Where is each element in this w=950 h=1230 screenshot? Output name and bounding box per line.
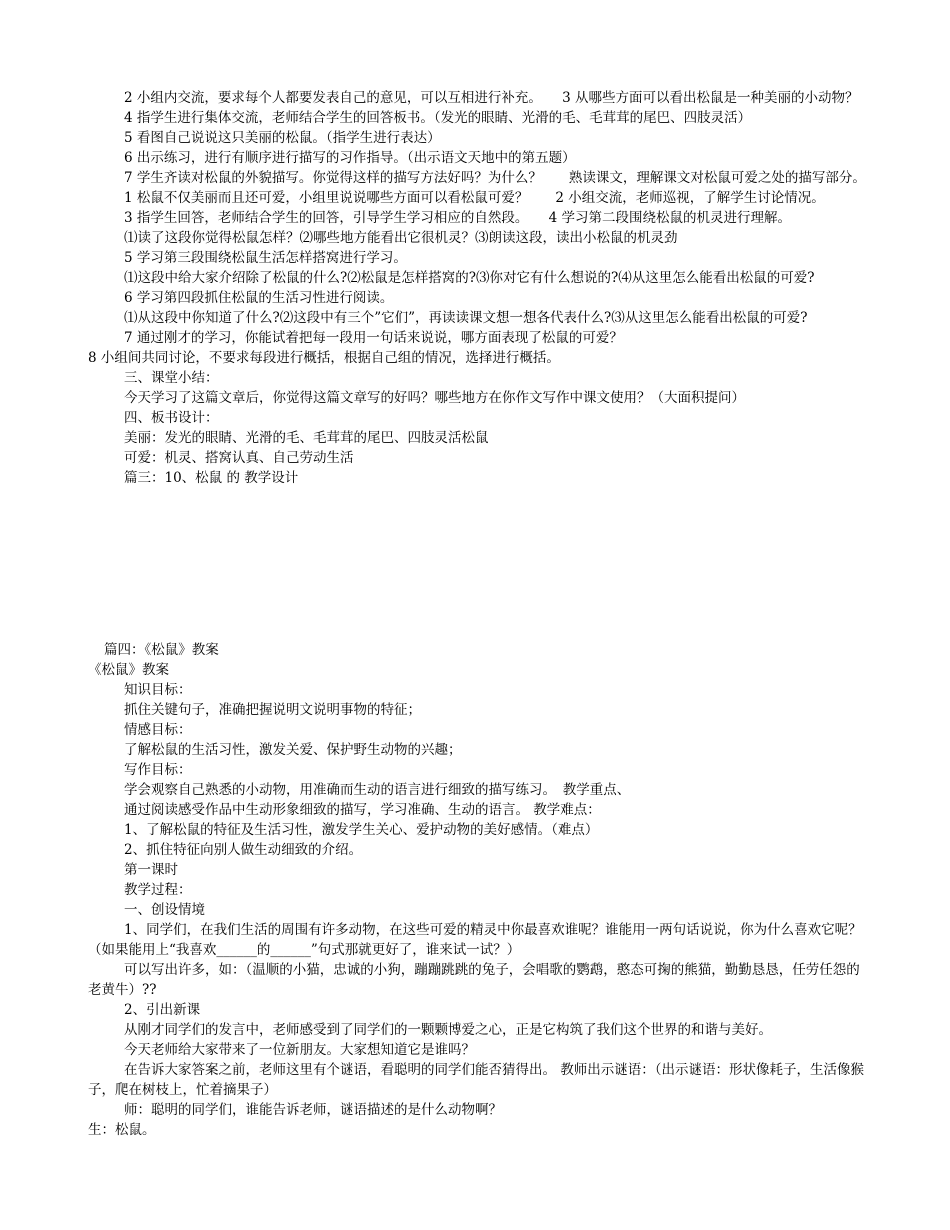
paragraph-line: 8 小组间共同讨论，不要求每段进行概括，根据自己组的情况，选择进行概括。 (88, 350, 560, 366)
paragraph-line: 四、板书设计： (124, 410, 219, 426)
paragraph-line: 5 看图自己说说这只美丽的松鼠。（指学生进行表达） (124, 130, 441, 146)
paragraph-line: ⑴读了这段你觉得松鼠怎样？⑵哪些地方能看出它很机灵？⑶朗读这段，读出小松鼠的机灵劲 (124, 230, 678, 246)
paragraph-line: 今天学习了这篇文章后，你觉得这篇文章写的好吗？哪些地方在你作文写作中课文使用？（大面积提问） (124, 390, 745, 406)
paragraph-line: 三、课堂小结： (124, 370, 219, 386)
paragraph-line: 5 学习第三段围绕松鼠生活怎样搭窝进行学习。 (124, 250, 407, 266)
paragraph-line: 2、引出新课 (124, 1002, 201, 1018)
paragraph-line: 可爱：机灵、搭窝认真、自己劳动生活 (124, 450, 354, 466)
paragraph-line: 4 指学生进行集体交流，老师结合学生的回答板书。（发光的眼睛、光滑的毛、毛茸茸的尾巴、四肢灵活） (124, 110, 752, 126)
lesson-plan-part-three (88, 88, 866, 488)
paragraph-line: 6 出示练习，进行有顺序进行描写的习作指导。（出示语文天地中的第五题） (124, 150, 576, 166)
paragraph-line: 3 指学生回答，老师结合学生的回答，引导学生学习相应的自然段。 4 学习第二段围绕松鼠的机灵进行理解。 (124, 210, 792, 226)
paragraph-line: 篇三：10、松鼠 的 教学设计 (124, 470, 299, 486)
paragraph-line: 7 学生齐读对松鼠的外貌描写。你觉得这样的描写方法好吗？为什么？ 熟读课文，理解课文对松鼠可爱之处的描写部分。 (124, 170, 866, 186)
paragraph-line: 第一课时 (124, 862, 178, 878)
paragraph-line: 学会观察自己熟悉的小动物，用准确而生动的语言进行细致的描写练习。 教学重点、 (124, 782, 631, 798)
paragraph-line: 知识目标： (124, 682, 192, 698)
paragraph-line: 6 学习第四段抓住松鼠的生活习性进行阅读。 (124, 290, 394, 306)
paragraph-line: 师：聪明的同学们，谁能告诉老师，谜语描述的是什么动物啊？ (124, 1102, 502, 1118)
paragraph-line: ⑴这段中给大家介绍除了松鼠的什么?⑵松鼠是怎样搭窝的?⑶你对它有什么想说的?⑷从这里怎么能看出松鼠的可爱? (124, 270, 815, 286)
paragraph-line: 情感目标： (124, 722, 192, 738)
paragraph-line: 教学过程： (124, 882, 192, 898)
paragraph-line: 美丽：发光的眼睛、光滑的毛、毛茸茸的尾巴、四肢灵活松鼠 (124, 430, 489, 446)
paragraph-line: 7 通过刚才的学习，你能试着把每一段用一句话来说说，哪方面表现了松鼠的可爱？ (124, 330, 623, 346)
paragraph-line: 生：松鼠。 (88, 1122, 156, 1138)
paragraph-line: 1 松鼠不仅美丽而且还可爱，小组里说说哪些方面可以看松鼠可爱？ 2 小组交流，老师巡视，了解学生讨论情况。 (124, 190, 825, 206)
paragraph-line: 今天老师给大家带来了一位新朋友。大家想知道它是谁吗？ (124, 1042, 475, 1058)
paragraph-line: 从刚才同学们的发言中，老师感受到了同学们的一颗颗博爱之心，正是它构筑了我们这个世界的和谐与美好。 (124, 1022, 772, 1038)
paragraph-line: 2 小组内交流，要求每个人都要发表自己的意见，可以互相进行补充。 3 从哪些方面可以看出松鼠是一种美丽的小动物？ (124, 90, 859, 106)
paragraph-line: 2、抓住特征向别人做生动细致的介绍。 (124, 842, 363, 858)
paragraph-line: 可以写出许多，如：（温顺的小猫，忠诚的小狗，蹦蹦跳跳的兔子，会唱歌的鹦鹉，憨态可掬的熊猫，勤勤恳恳，任劳任怨的老黄牛）?? (88, 962, 860, 998)
paragraph-line: 1、同学们，在我们生活的周围有许多动物，在这些可爱的精灵中你最喜欢谁呢？谁能用一两句话说说，你为什么喜欢它呢？（如果能用上“我喜欢______的______”句式那就更好了，谁来试一试？） (88, 922, 862, 958)
lesson-plan-part-four (88, 680, 866, 1140)
paragraph-line: 抓住关键句子，准确把握说明文说明事物的特征； (124, 702, 421, 718)
paragraph-line: 写作目标： (124, 762, 192, 778)
paragraph-line: 一、创设情境 (124, 902, 205, 918)
paragraph-line: 通过阅读感受作品中生动形象细致的描写，学习准确、生动的语言。 教学难点： (124, 802, 601, 818)
paragraph-line: 了解松鼠的生活习性，激发关爱、保护野生动物的兴趣； (124, 742, 462, 758)
paragraph-line: 1、了解松鼠的特征及生活习性，激发学生关心、爱护动物的美好感情。（难点） (124, 822, 599, 838)
section-subheading: 《松鼠》教案 (88, 662, 169, 678)
paragraph-line: ⑴从这段中你知道了什么?⑵这段中有三个”它们”，再读读课文想一想各代表什么?⑶从这里怎么能看出松鼠的可爱? (124, 310, 808, 326)
paragraph-line: 在告诉大家答案之前，老师这里有个谜语，看聪明的同学们能否猜得出。 教师出示谜语：（出示谜语：形状像耗子，生活像猴子，爬在树枝上，忙着摘果子） (88, 1062, 865, 1098)
section-heading: 篇四：《松鼠》教案 (104, 642, 219, 658)
